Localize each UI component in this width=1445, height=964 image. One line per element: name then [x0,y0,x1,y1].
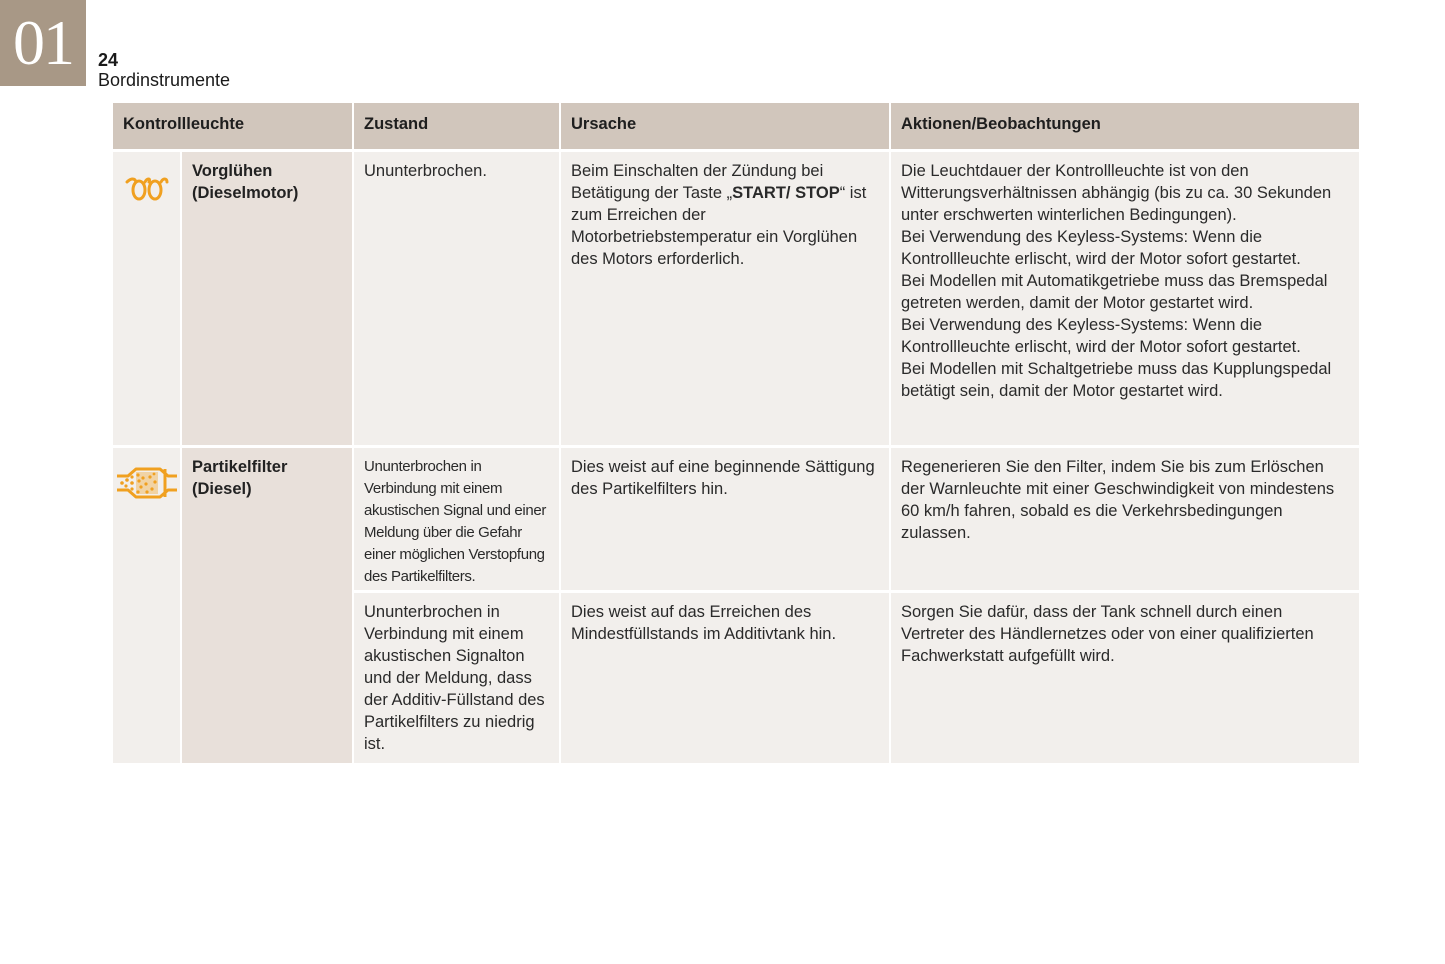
table-row-icon-cell [113,448,180,763]
table-cell-cause: Dies weist auf das Erreichen des Mindestfüllstands im Additivtank hin. [561,593,889,763]
table-cell-state: Ununterbrochen in Verbindung mit einem akustischen Signal und einer Meldung über die Gefahr einer möglichen Verstopfung des Partikelfilters. [354,448,559,590]
warning-light-subname: (Dieselmotor) [192,184,299,202]
table-cell-action: Regenerieren Sie den Filter, indem Sie bis zum Erlöschen der Warnleuchte mit einer Geschwindigkeit von mindestens 60 km/h fahren, sobald es die Verkehrsbedingungen zulassen. [891,448,1359,590]
table-cell-state: Ununterbrochen in Verbindung mit einem akustischen Signalton und der Meldung, dass der Additiv-Füllstand des Partikelfilters zu niedrig ist. [354,593,559,763]
page-number: 24 [98,50,119,70]
header-actions: Aktionen/Beobachtungen [891,103,1359,149]
header-cause: Ursache [561,103,889,149]
warning-light-name: Vorglühen [192,162,273,180]
cause-text-post: “ ist zum Erreichen der Motorbetriebstemperatur ein Vorglühen des Motors erforderlich. [571,184,867,268]
table-cell-action: Die Leuchtdauer der Kontrollleuchte ist von den Witterungsverhältnissen abhängig (bis zu ca. 30 Sekunden unter erschwerten winterlichen Bedingungen). Bei Verwendung des Keyless-Systems: Wenn die Kontrollleuchte erlischt, wird der Motor sofort gestartet. Bei Modellen mit Automatikgetriebe muss das Bremspedal getreten werden, damit der Motor gestartet wird. Bei Verwendung des Keyless-Systems: Wenn die Kontrollleuchte erlischt, wird der Motor sofort gestartet. Bei Modellen mit Schaltgetriebe muss das Kupplungspedal betätigt sein, damit der Motor gestartet wird. [891,152,1359,445]
chapter-number: 01 [0,0,86,86]
table-row-icon-cell [113,152,180,445]
warning-light-name: Partikelfilter [192,458,288,476]
table-row-name-cell [182,448,352,763]
cause-text-pre: Beim Einschalten der Zündung bei Betätigung der Taste „ [571,162,824,202]
start-stop-button-label: START/ STOP [732,184,840,202]
table-cell-cause [561,152,889,445]
table-cell-cause: Dies weist auf eine beginnende Sättigung des Partikelfilters hin. [561,448,889,590]
table-cell-action: Sorgen Sie dafür, dass der Tank schnell durch einen Vertreter des Händlernetzes oder von einer qualifizierten Fachwerkstatt aufgefüllt wird. [891,593,1359,763]
particle-filter-icon [116,466,178,500]
section-title: Bordinstrumente [98,70,231,90]
header-state: Zustand [354,103,559,149]
preheating-coil-icon [125,176,169,202]
table-cell-state: Ununterbrochen. [354,152,559,445]
warning-light-subname: (Diesel) [192,480,252,498]
table-row-name-cell [182,152,352,445]
header-warning-light: Kontrollleuchte [113,103,352,149]
